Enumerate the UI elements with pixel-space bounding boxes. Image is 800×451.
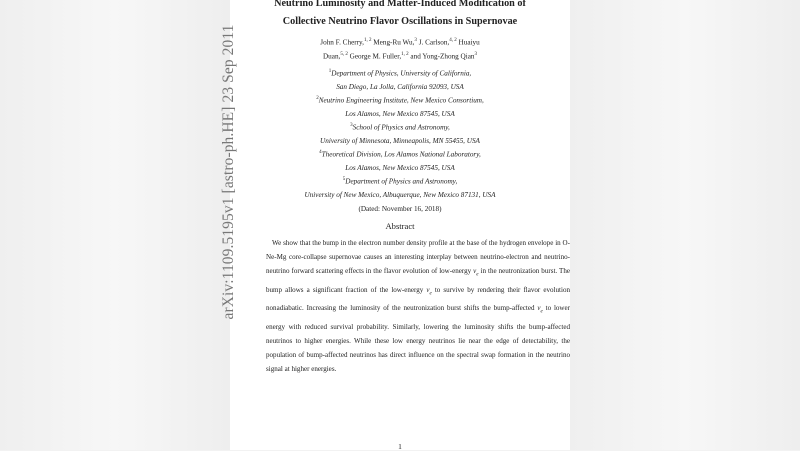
- title-line-2: Collective Neutrino Flavor Oscillations in Supernovae: [282, 16, 518, 27]
- affiliation-4-text: Theoretical Division, Los Alamos National Laboratory,: [321, 150, 481, 159]
- abstract-sentence-3: to survive by rendering their flavor evolution nonadiabatic. Increasing the luminosity of the neutronization burst shifts the bump-affected: [266, 285, 570, 313]
- author-duan-first: Huaiyu: [456, 38, 480, 47]
- nu-e-subscript: e: [540, 309, 543, 315]
- affiliation-1-text: Department of Physics, University of California,: [331, 69, 472, 78]
- affiliation-2-line-1: [230, 96, 570, 104]
- author-fuller-affiliation: 1, 2: [401, 52, 409, 57]
- abstract-sentence-4: to lower energy with reduced survival probability. Similarly, lowering the luminosity shifts the bump-affected neutrinos to higher energies. While these low energy neutrinos lie near the edge of detectability, the population of bump-affected neutrinos has direct influence on the spectral swap formation in the neutrino signal at higher energies.: [266, 304, 570, 373]
- affiliation-4-number: 4: [319, 150, 322, 155]
- abstract-sentence-1: We show that the bump in the electron number density profile at the base of the hydrogen envelope in O-Ne-Mg core-collapse supernovae causes an interesting interplay between neutrino-electron and neutrino-neutrino forward scattering effects in the flavor evolution of low-energy: [266, 239, 570, 276]
- affiliation-4-line-2: Los Alamos, New Mexico 87545, USA: [345, 164, 455, 172]
- abstract-heading: Abstract: [385, 221, 415, 231]
- nu-e-subscript: e: [476, 272, 479, 278]
- affiliation-5-number: 5: [342, 177, 346, 182]
- page-number: 1: [398, 442, 402, 451]
- authors-line-2: [230, 52, 570, 60]
- author-wu: Meng-Ru Wu,: [371, 38, 415, 47]
- dated-line: (Dated: November 16, 2018): [358, 205, 442, 213]
- title-line-1: Neutrino Luminosity and Matter-Induced Modification of: [274, 0, 526, 9]
- affiliation-5-text: Department of Physics and Astronomy,: [345, 177, 458, 186]
- affiliation-2-line-2: Los Alamos, New Mexico 87545, USA: [345, 110, 455, 118]
- abstract-sentence-2: in the neutronization burst. The bump allows a significant fraction of the low-energy: [266, 267, 570, 294]
- affiliation-1-line-1: [230, 69, 570, 77]
- affiliation-3-number: 3: [350, 123, 353, 128]
- affiliation-2-number: 2: [316, 96, 319, 101]
- nu-e-subscript: e: [429, 291, 432, 297]
- author-duan-last: Duan,: [322, 52, 341, 61]
- author-wu-affiliation: 3: [414, 38, 417, 43]
- abstract-body: [266, 236, 570, 376]
- affiliation-3-line-1: [230, 123, 570, 131]
- affiliation-2-text: Neutrino Engineering Institute, New Mexico Consortium,: [318, 96, 484, 105]
- affiliation-5-line-2: University of New Mexico, Albuquerque, New Mexico 87131, USA: [304, 191, 496, 199]
- author-qian: and Yong-Zhong Qian: [408, 52, 475, 61]
- arxiv-identifier: arXiv:1109.5195v1 [astro-ph.HE] 23 Sep 2011: [220, 24, 237, 320]
- affiliation-3-text: School of Physics and Astronomy,: [352, 123, 450, 132]
- affiliation-3-line-2: University of Minnesota, Minneapolis, MN 55455, USA: [320, 137, 480, 145]
- author-fuller: George M. Fuller,: [347, 52, 402, 61]
- author-carlson: J. Carlson,: [416, 38, 450, 47]
- author-cherry: John F. Cherry,: [320, 38, 364, 47]
- nu-e-symbol: ν: [426, 285, 430, 294]
- author-duan-affiliation: 5, 2: [340, 52, 348, 57]
- affiliation-1-number: 1: [328, 69, 332, 74]
- authors-line-1: [230, 38, 570, 46]
- author-qian-affiliation: 3: [474, 52, 478, 57]
- affiliation-5-line-1: [230, 177, 570, 185]
- nu-e-symbol: ν: [537, 304, 541, 313]
- affiliation-1-line-2: San Diego, La Jolla, California 92093, USA: [336, 83, 464, 91]
- paper-title: [230, 0, 570, 31]
- background-left: [0, 0, 230, 450]
- nu-e-symbol: ν: [473, 267, 477, 276]
- author-cherry-affiliation: 1, 2: [363, 38, 372, 43]
- background-right: [570, 0, 800, 450]
- author-carlson-affiliation: 4, 2: [449, 38, 457, 43]
- affiliation-4-line-1: [230, 150, 570, 158]
